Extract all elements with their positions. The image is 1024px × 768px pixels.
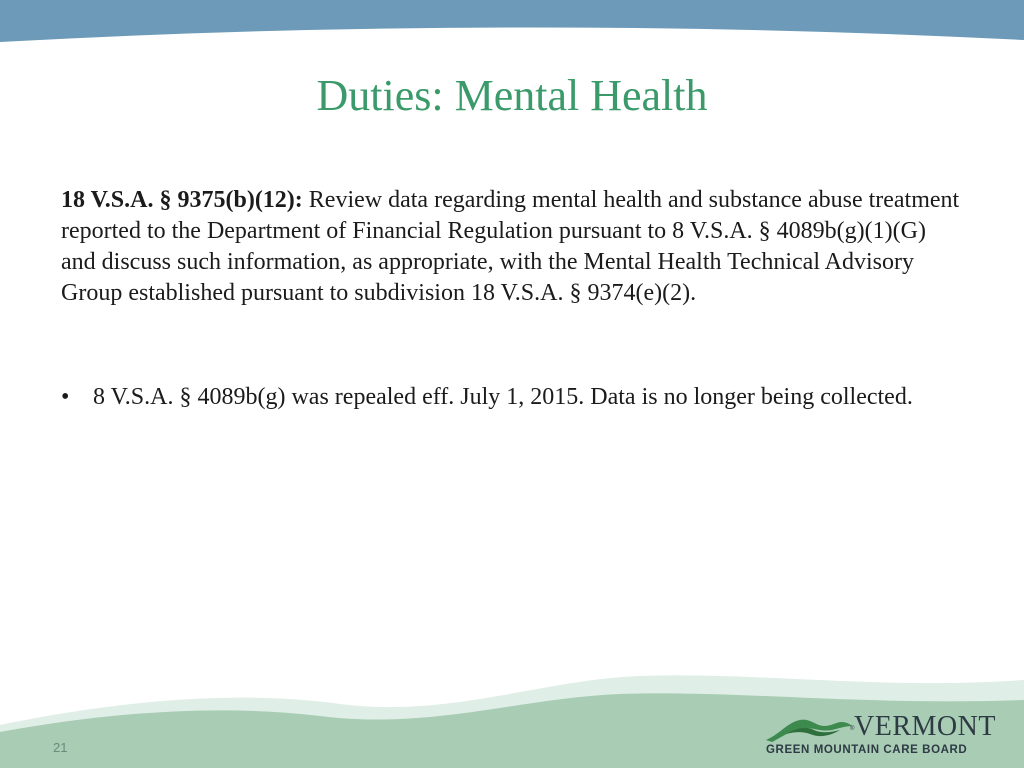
bullet-list (61, 382, 941, 413)
body-paragraph (61, 185, 961, 309)
bullet-item (61, 382, 941, 413)
bullet-dot-icon: • (61, 384, 70, 410)
bullet-text: 8 V.S.A. § 4089b(g) was repealed eff. July 1, 2015. Data is no longer being collected. (93, 384, 913, 410)
page-number: 21 (53, 740, 68, 755)
vermont-gmcb-logo (766, 712, 1010, 760)
statute-citation: 18 V.S.A. § 9375(b)(12): (61, 187, 303, 213)
body-text: Review data regarding mental health and substance abuse treatment reported to the Department of Financial Regulation pursuant to 8 V.S.A. § 4089b(g)(1)(G) and discuss such information, as appropriate, with the Mental Health Technical Advisory Group established pursuant to subdivision 18 V.S.A. § 9374(e)(2). (61, 187, 960, 306)
mountain-swoosh-icon (766, 716, 855, 742)
logo-wordmark: VERMONT (854, 711, 996, 742)
logo-subtitle: GREEN MOUNTAIN CARE BOARD (766, 744, 968, 756)
slide-title: Duties: Mental Health (316, 71, 708, 120)
registered-mark: ® (850, 726, 855, 732)
